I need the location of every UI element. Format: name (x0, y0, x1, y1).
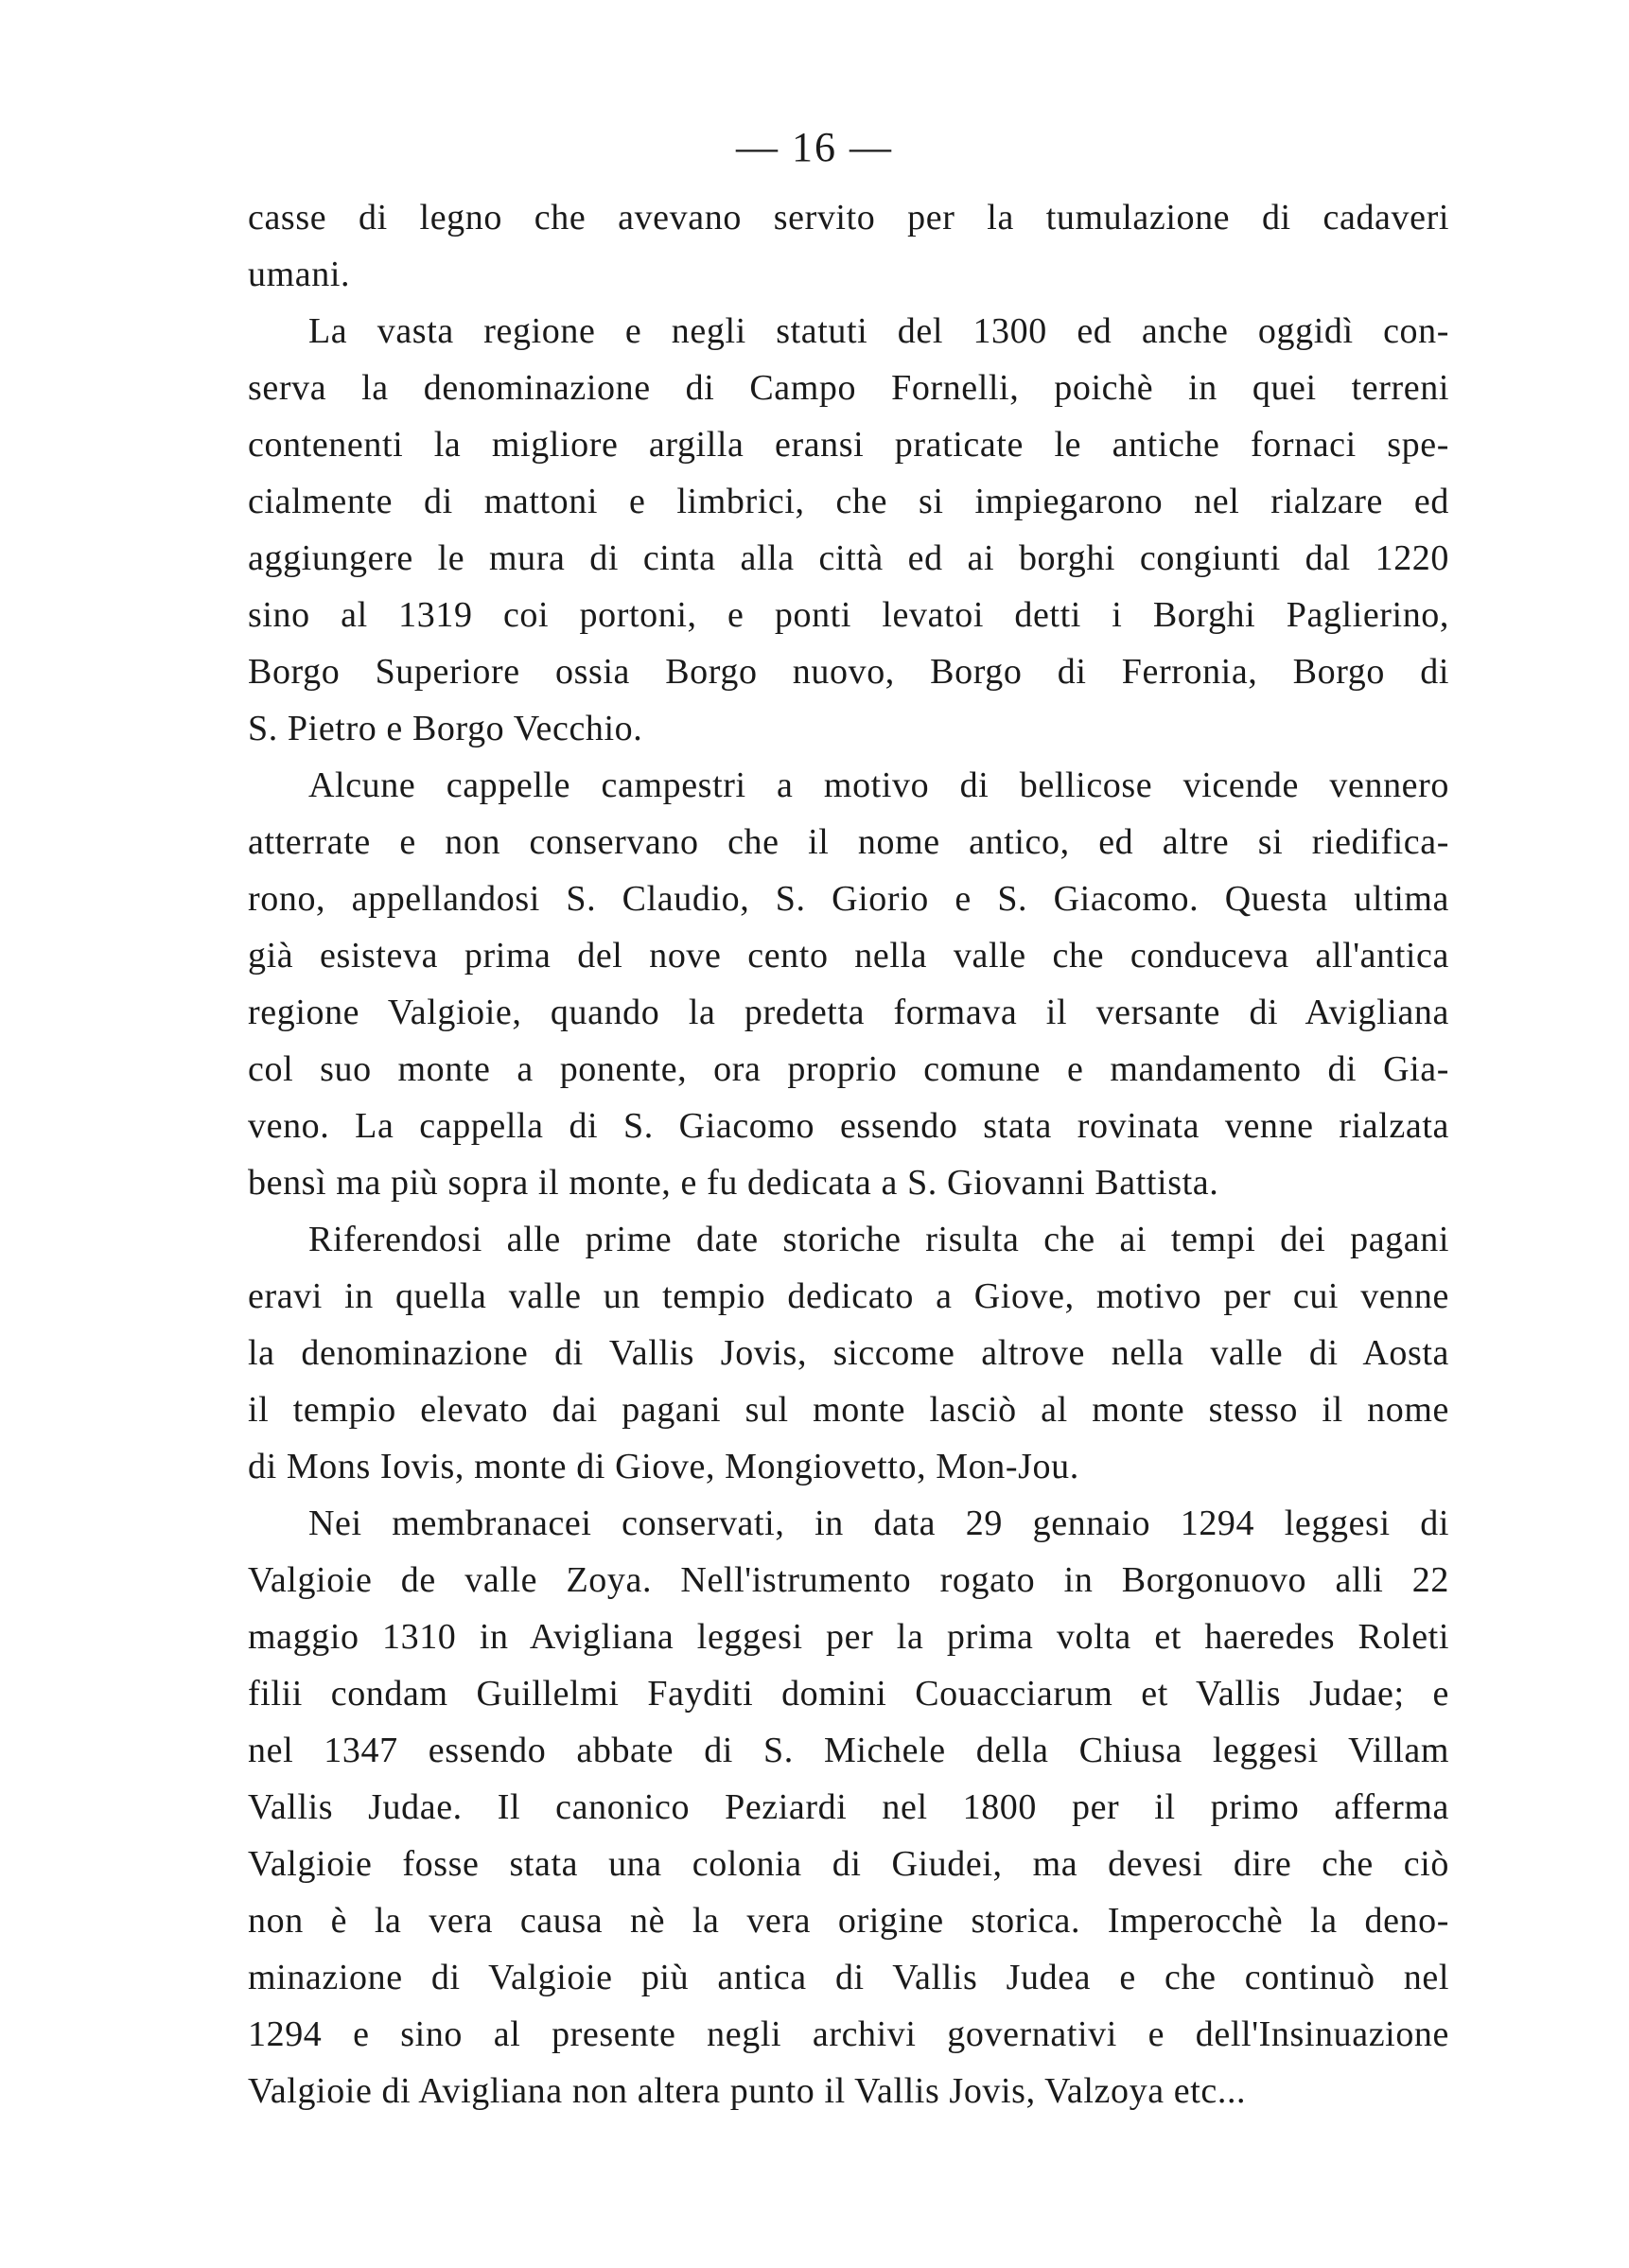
text-line: atterrate e non conservano che il nome antico, ed altre si riedifica- (248, 822, 1449, 862)
text-line: cialmente di mattoni e limbrici, che si impiegarono nel rialzare ed (248, 482, 1449, 521)
text-line: filii condam Guillelmi Fayditi domini Couacciarum et Vallis Judae; e (248, 1674, 1449, 1714)
text-line: Alcune cappelle campestri a motivo di bellicose vicende vennero (308, 765, 1449, 805)
text-line: rono, appellandosi S. Claudio, S. Giorio e S. Giacomo. Questa ultima (248, 879, 1449, 919)
body-text (248, 189, 1449, 2119)
text-line: Valgioie de valle Zoya. Nell'istrumento rogato in Borgonuovo alli 22 (248, 1560, 1449, 1600)
text-line: il tempio elevato dai pagani sul monte lasciò al monte stesso il nome (248, 1390, 1449, 1430)
text-line: La vasta regione e negli statuti del 1300 ed anche oggidì con- (308, 311, 1449, 351)
text-line: Nei membranacei conservati, in data 29 gennaio 1294 leggesi di (308, 1503, 1449, 1543)
text-line: contenenti la migliore argilla eransi praticate le antiche fornaci spe- (248, 425, 1449, 465)
text-line: Riferendosi alle prime date storiche risulta che ai tempi dei pagani (308, 1220, 1449, 1259)
text-line: sino al 1319 coi portoni, e ponti levatoi detti i Borghi Paglierino, (248, 595, 1449, 635)
text-line: nel 1347 essendo abbate di S. Michele della Chiusa leggesi Villam (248, 1731, 1449, 1770)
text-line: Valgioie di Avigliana non altera punto il Vallis Jovis, Valzoya etc... (248, 2071, 1247, 2111)
text-line: aggiungere le mura di cinta alla città ed ai borghi congiunti dal 1220 (248, 538, 1449, 578)
text-line: maggio 1310 in Avigliana leggesi per la prima volta et haeredes Roleti (248, 1617, 1449, 1657)
text-line: bensì ma più sopra il monte, e fu dedicata a S. Giovanni Battista. (248, 1163, 1219, 1203)
text-line: col suo monte a ponente, ora proprio comune e mandamento di Gia- (248, 1049, 1449, 1089)
text-line: casse di legno che avevano servito per la tumulazione di cadaveri (248, 198, 1449, 237)
text-line: Vallis Judae. Il canonico Peziardi nel 1800 per il primo afferma (248, 1787, 1449, 1827)
text-line: serva la denominazione di Campo Fornelli, poichè in quei terreni (248, 368, 1449, 408)
text-line: S. Pietro e Borgo Vecchio. (248, 709, 643, 748)
text-line: veno. La cappella di S. Giacomo essendo stata rovinata venne rialzata (248, 1106, 1449, 1146)
text-line: Valgioie fosse stata una colonia di Giudei, ma devesi dire che ciò (248, 1844, 1449, 1884)
text-line: già esisteva prima del nove cento nella valle che conduceva all'antica (248, 936, 1449, 976)
text-line: di Mons Iovis, monte di Giove, Mongiovetto, Mon-Jou. (248, 1447, 1079, 1486)
text-line: 1294 e sino al presente negli archivi governativi e dell'Insinuazione (248, 2014, 1449, 2054)
text-line: regione Valgioie, quando la predetta formava il versante di Avigliana (248, 993, 1449, 1032)
text-line: non è la vera causa nè la vera origine storica. Imperocchè la deno- (248, 1901, 1449, 1941)
page-number: — 16 — (736, 124, 893, 170)
text-line: eravi in quella valle un tempio dedicato a Giove, motivo per cui venne (248, 1276, 1449, 1316)
text-line: Borgo Superiore ossia Borgo nuovo, Borgo di Ferronia, Borgo di (248, 652, 1449, 692)
text-line: la denominazione di Vallis Jovis, siccome altrove nella valle di Aosta (248, 1333, 1449, 1373)
text-line: minazione di Valgioie più antica di Vallis Judea e che continuò nel (248, 1958, 1449, 1997)
text-line: umani. (248, 255, 351, 294)
